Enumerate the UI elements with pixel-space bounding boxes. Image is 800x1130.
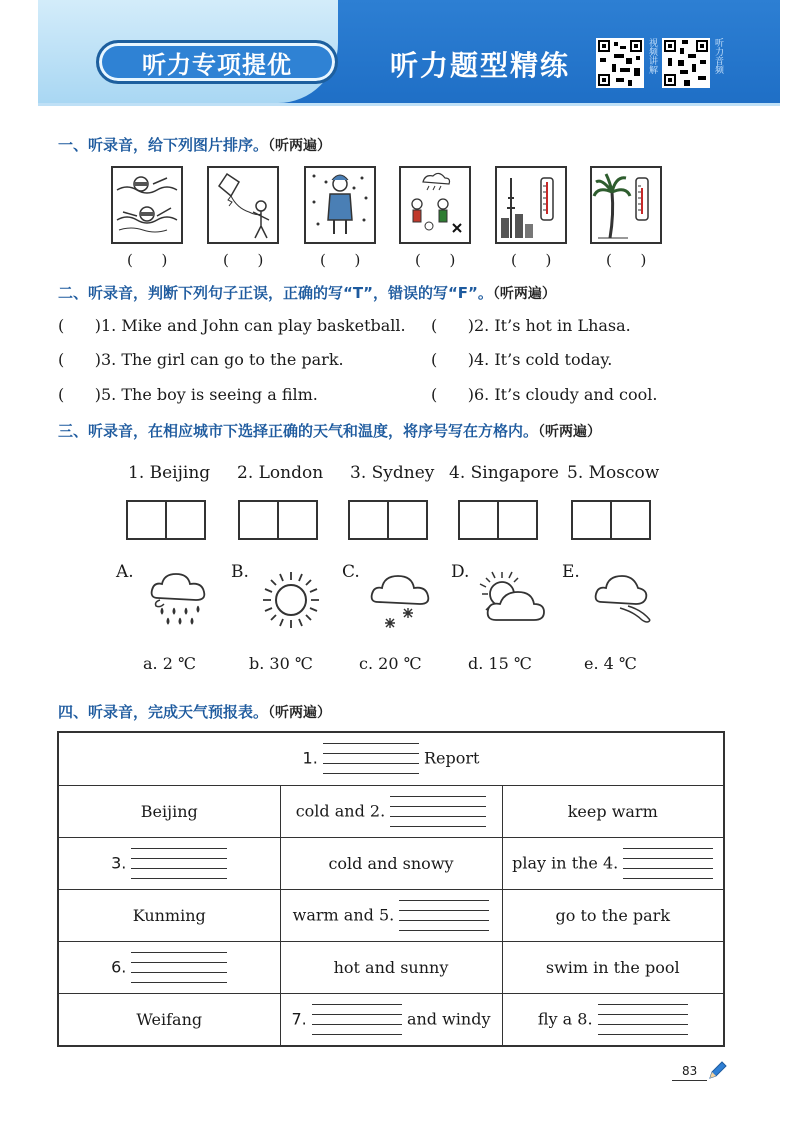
swimming-kids-icon — [113, 168, 181, 242]
city-label-5: 5. Moscow — [567, 463, 660, 483]
table-cell: Kunming — [58, 890, 280, 942]
cell-text: play in the 4. — [512, 853, 619, 872]
table-cell — [280, 890, 502, 942]
part2-note: （听两遍） — [492, 286, 556, 302]
weather-letter-a: A. — [116, 562, 134, 582]
table-cell — [58, 942, 280, 994]
blank-number: 6. — [111, 957, 127, 976]
temperature-e: e. 4 ℃ — [584, 654, 637, 673]
table-cell: keep warm — [502, 786, 724, 838]
table-cell — [502, 838, 724, 890]
pencil-icon — [706, 1060, 728, 1082]
part4-heading — [58, 701, 331, 722]
part3-heading-text: 三、听录音，在相应城市下选择正确的天气和温度，将序号写在方格内。 — [58, 422, 539, 440]
blank-number: 1. — [302, 748, 318, 768]
section-badge — [96, 40, 338, 84]
answer-blank-7[interactable] — [312, 1004, 402, 1036]
qr2-label: 听力音频 — [713, 38, 723, 74]
table-row — [58, 786, 724, 838]
table-row — [58, 732, 724, 786]
tf-item-1[interactable]: ( )1. Mike and John can play basketball. — [58, 316, 406, 335]
tf-item-5[interactable]: ( )5. The boy is seeing a film. — [58, 385, 318, 404]
palm-thermometer-icon — [592, 168, 660, 242]
picture-1 — [111, 166, 183, 244]
answer-paren-1[interactable]: ( ) — [127, 251, 168, 269]
no-football-rain-icon — [401, 168, 469, 242]
answer-blank-1[interactable] — [323, 743, 419, 775]
answer-blank-6[interactable] — [131, 952, 227, 984]
rain-icon — [146, 568, 212, 630]
table-title-text: Report — [423, 748, 480, 768]
table-title-cell — [58, 732, 724, 786]
temperature-d: d. 15 ℃ — [468, 654, 532, 673]
answer-box-2[interactable] — [238, 500, 318, 540]
part4-note: （听两遍） — [268, 705, 332, 721]
snow-cloud-icon — [368, 568, 434, 632]
picture-5 — [495, 166, 567, 244]
part1-heading-text: 一、听录音，给下列图片排序。 — [58, 136, 269, 154]
answer-box-5[interactable] — [571, 500, 651, 540]
answer-box-1[interactable] — [126, 500, 206, 540]
wind-cloud-icon — [590, 568, 656, 632]
cell-text: cold and 2. — [295, 801, 386, 820]
table-cell: Beijing — [58, 786, 280, 838]
city-thermometer-icon — [497, 168, 565, 242]
answer-blank-4[interactable] — [623, 848, 713, 880]
blank-number: 3. — [111, 853, 127, 872]
sun-cloud-icon — [476, 568, 546, 632]
weather-letter-c: C. — [342, 562, 360, 582]
table-cell: hot and sunny — [280, 942, 502, 994]
weather-report-table — [57, 731, 725, 1047]
answer-paren-4[interactable]: ( ) — [415, 251, 456, 269]
answer-paren-2[interactable]: ( ) — [223, 251, 264, 269]
header-title: 听力题型精练 — [390, 49, 571, 82]
picture-3 — [304, 166, 376, 244]
answer-box-4[interactable] — [458, 500, 538, 540]
picture-2 — [207, 166, 279, 244]
tf-item-2[interactable]: ( )2. It’s hot in Lhasa. — [431, 316, 631, 335]
temperature-c: c. 20 ℃ — [359, 654, 422, 673]
cell-text: and windy — [406, 1009, 491, 1028]
table-cell: Weifang — [58, 994, 280, 1047]
city-label-1: 1. Beijing — [128, 463, 211, 483]
answer-paren-5[interactable]: ( ) — [511, 251, 552, 269]
table-cell — [280, 786, 502, 838]
section-badge-label: 听力专项提优 — [142, 50, 292, 79]
city-label-4: 4. Singapore — [449, 463, 559, 483]
qr-code-icon[interactable] — [662, 38, 710, 88]
picture-6 — [590, 166, 662, 244]
table-row — [58, 890, 724, 942]
weather-letter-e: E. — [562, 562, 580, 582]
temperature-b: b. 30 ℃ — [249, 654, 313, 673]
cell-text: warm and 5. — [292, 905, 395, 924]
cell-text: fly a 8. — [537, 1009, 593, 1028]
snow-girl-icon — [306, 168, 374, 242]
qr-code-icon[interactable] — [596, 38, 644, 88]
table-cell: swim in the pool — [502, 942, 724, 994]
table-cell: cold and snowy — [280, 838, 502, 890]
sun-icon — [258, 568, 324, 632]
blank-number: 7. — [291, 1009, 307, 1028]
picture-4 — [399, 166, 471, 244]
part2-heading-text: 二、听录音，判断下列句子正误，正确的写“T”，错误的写“F”。 — [58, 284, 493, 302]
page-number: 83 — [672, 1064, 707, 1081]
city-label-3: 3. Sydney — [350, 463, 435, 483]
tf-item-4[interactable]: ( )4. It’s cold today. — [431, 350, 613, 369]
part3-note: （听两遍） — [538, 424, 602, 440]
part3-heading — [58, 420, 601, 441]
answer-paren-3[interactable]: ( ) — [320, 251, 361, 269]
part4-heading-text: 四、听录音，完成天气预报表。 — [58, 703, 269, 721]
tf-item-3[interactable]: ( )3. The girl can go to the park. — [58, 350, 344, 369]
weather-letter-b: B. — [231, 562, 249, 582]
city-label-2: 2. London — [237, 463, 324, 483]
answer-blank-3[interactable] — [131, 848, 227, 880]
table-row — [58, 838, 724, 890]
part2-heading — [58, 282, 556, 303]
part1-heading — [58, 134, 331, 155]
qr1-label: 视频讲解 — [647, 38, 657, 74]
answer-paren-6[interactable]: ( ) — [606, 251, 647, 269]
part1-note: （听两遍） — [268, 138, 332, 154]
answer-box-3[interactable] — [348, 500, 428, 540]
table-cell: go to the park — [502, 890, 724, 942]
temperature-a: a. 2 ℃ — [143, 654, 196, 673]
page-header — [38, 0, 780, 106]
table-cell — [502, 994, 724, 1047]
answer-blank-2[interactable] — [390, 796, 486, 828]
table-cell — [58, 838, 280, 890]
answer-blank-5[interactable] — [399, 900, 489, 932]
tf-item-6[interactable]: ( )6. It’s cloudy and cool. — [431, 385, 658, 404]
table-row — [58, 942, 724, 994]
weather-letter-d: D. — [451, 562, 470, 582]
kite-flying-icon — [209, 168, 277, 242]
answer-blank-8[interactable] — [598, 1004, 688, 1036]
table-cell — [280, 994, 502, 1047]
table-row — [58, 994, 724, 1047]
